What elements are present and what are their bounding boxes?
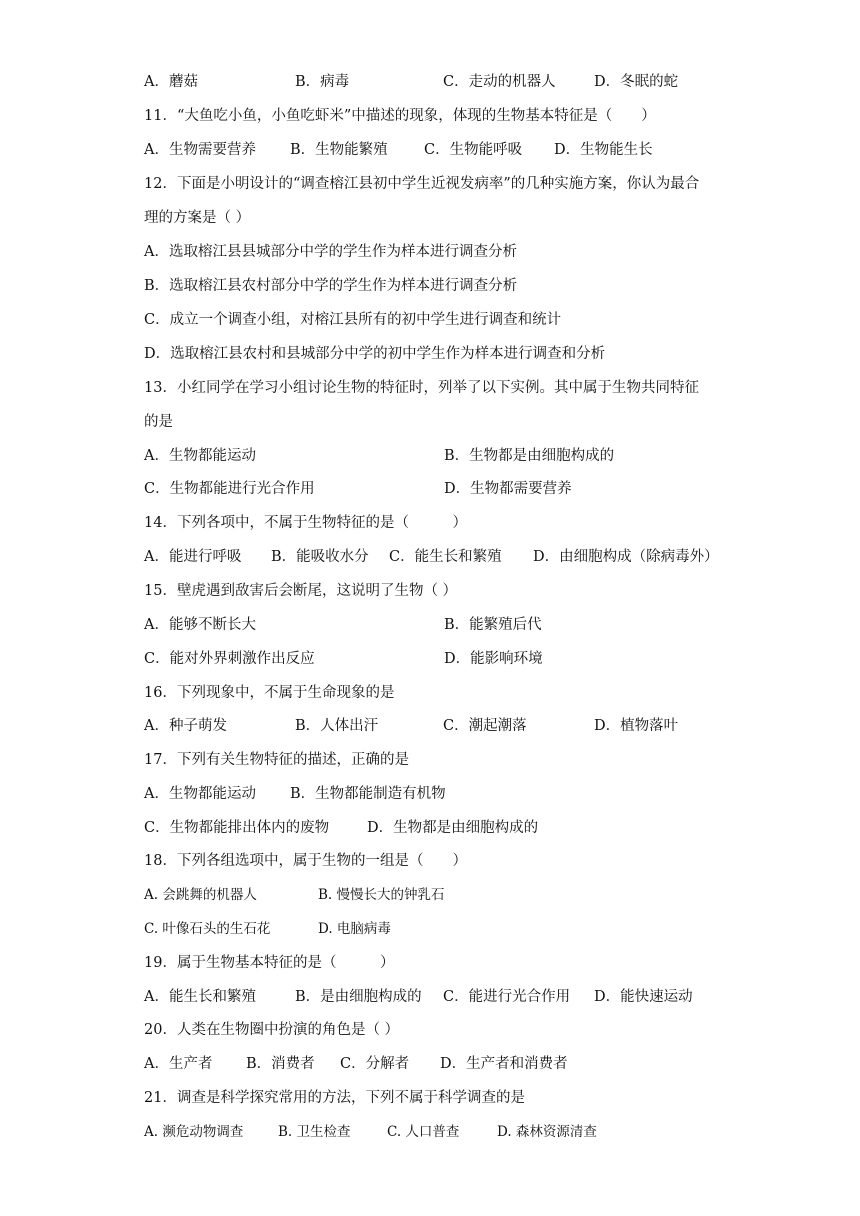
option-b: B．生物能繁殖 [290,142,388,158]
option-a: A．生产者 [144,1056,213,1072]
option-d: D. 森林资源清查 [497,1124,597,1140]
option-a: A．选取榕江县县城部分中学的学生作为样本进行调查分析 [144,244,517,260]
question-14-stem: 14．下列各项中，不属于生物特征的是（ ） [144,515,467,531]
option-b: B．病毒 [295,74,350,90]
option-d: D．生物能生长 [554,142,653,158]
option-d: D．植物落叶 [594,718,679,734]
option-c: C．能进行光合作用 [443,989,571,1005]
option-a: A．生物需要营养 [144,142,256,158]
option-c: C. 人口普查 [387,1124,460,1140]
option-b: B．生物都能制造有机物 [290,786,446,802]
option-c: C．成立一个调查小组，对榕江县所有的初中学生进行调查和统计 [144,312,562,328]
option-d: D．能快速运动 [594,989,693,1005]
option-c: C．能生长和繁殖 [389,549,502,565]
option-b: B．生物都是由细胞构成的 [444,448,615,464]
question-12-stem: 12．下面是小明设计的“调查榕江县初中学生近视发病率”的几种实施方案，你认为最合 [144,176,700,192]
question-13-stem: 13．小红同学在学习小组讨论生物的特征时，列举了以下实例。其中属于生物共同特征 [144,380,699,396]
option-d: D．生物都是由细胞构成的 [367,820,539,836]
option-c: C．潮起潮落 [443,718,527,734]
option-d: D．能影响环境 [444,651,543,667]
option-c: C．生物都能进行光合作用 [144,481,315,497]
option-c: C．生物都能排出体内的废物 [144,820,330,836]
option-b: B．选取榕江县农村部分中学的学生作为样本进行调查分析 [144,278,518,294]
option-a: A．能够不断长大 [144,617,256,633]
option-b: B．能吸收水分 [271,549,369,565]
option-b: B．消费者 [246,1056,315,1072]
question-19-stem: 19．属于生物基本特征的是（ ） [144,955,395,971]
option-a: A. 濒危动物调查 [144,1124,244,1140]
option-c: C. 叶像石头的生石花 [144,921,271,937]
option-d: D．生物都需要营养 [444,481,572,497]
question-16-stem: 16．下列现象中，不属于生命现象的是 [144,685,395,701]
option-d: D．生产者和消费者 [440,1056,568,1072]
option-a: A．能生长和繁殖 [144,989,256,1005]
question-13-stem-cont: 的是 [144,414,173,430]
option-b: B．是由细胞构成的 [295,989,422,1005]
option-c: C．能对外界刺激作出反应 [144,651,315,667]
option-c: C．分解者 [340,1056,410,1072]
option-a: A．生物都能运动 [144,448,256,464]
question-11-stem: 11．“大鱼吃小鱼，小鱼吃虾米”中描述的现象，体现的生物基本特征是（ ） [144,108,656,124]
option-c: C．走动的机器人 [443,74,556,90]
question-12-stem-cont: 理的方案是（ ） [144,210,251,226]
question-15-stem: 15．壁虎遇到敌害后会断尾，这说明了生物（ ） [144,583,458,599]
question-17-stem: 17．下列有关生物特征的描述，正确的是 [144,752,409,768]
question-18-stem: 18．下列各组选项中，属于生物的一组是（ ） [144,853,467,869]
option-c: C．生物能呼吸 [424,142,523,158]
option-a: A．蘑菇 [144,74,198,90]
option-a: A．生物都能运动 [144,786,256,802]
question-21-stem: 21．调查是科学探究常用的方法，下列不属于科学调查的是 [144,1090,525,1106]
option-b: B. 慢慢长大的钟乳石 [318,887,445,903]
option-b: B. 卫生检查 [278,1124,351,1140]
option-a: A．能进行呼吸 [144,549,242,565]
option-a: A．种子萌发 [144,718,227,734]
option-b: B．能繁殖后代 [444,617,542,633]
option-a: A. 会跳舞的机器人 [144,887,257,903]
option-d: D．选取榕江县农村和县城部分中学的初中学生作为样本进行调查和分析 [144,346,606,362]
option-d: D. 电脑病毒 [318,921,391,937]
option-d: D．由细胞构成（除病毒外） [533,549,719,565]
question-20-stem: 20．人类在生物圈中扮演的角色是（ ） [144,1022,400,1038]
option-b: B．人体出汗 [295,718,379,734]
option-d: D．冬眠的蛇 [594,74,679,90]
